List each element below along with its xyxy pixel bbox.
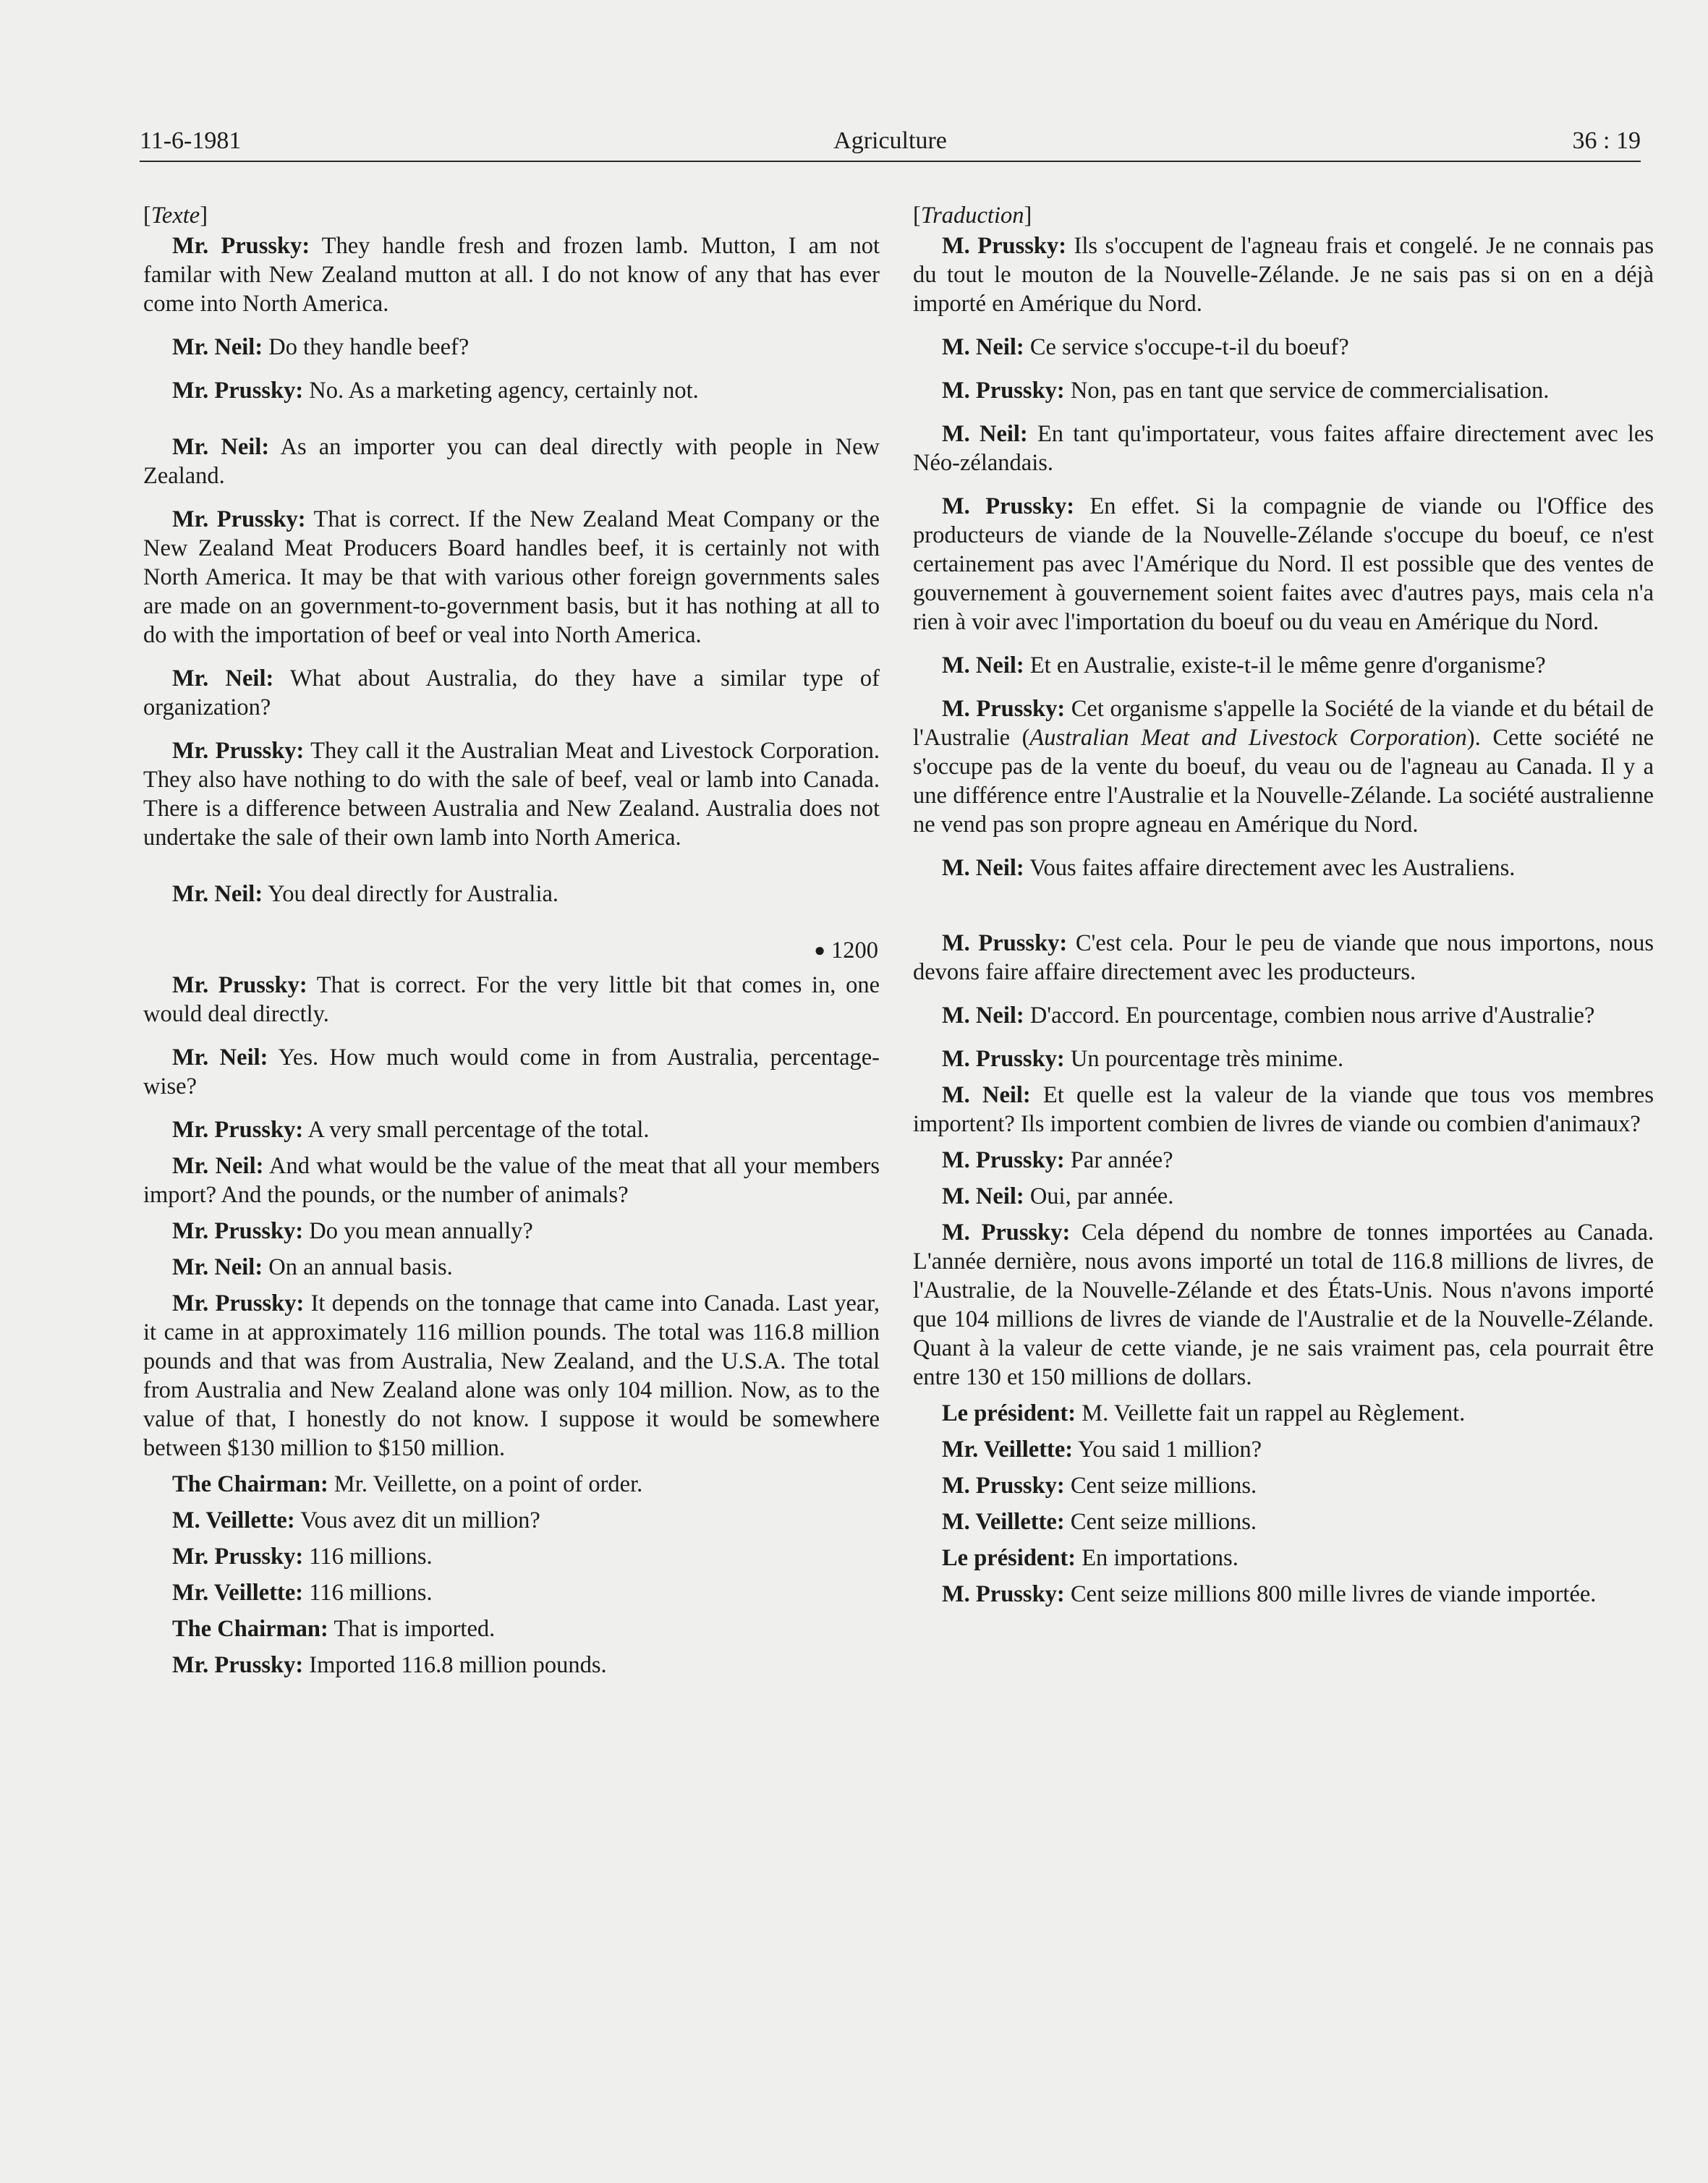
transcript-paragraph (143, 664, 880, 722)
speech-text: En importations. (1076, 1545, 1238, 1571)
speaker-name: Mr. Prussky: (172, 1544, 304, 1570)
speech-text: They call it the Australian Meat and Livestock Corporation. They also have nothing to do with the sale of beef, veal or lamb into Canada. There is a difference between Australia and New Zealand. Australia does not undertake the sale of their own lamb into North America. (143, 738, 880, 851)
speech-text: ). Cette société ne s'occupe pas de la vente du boeuf, du veau ou de l'agneau au Canada. Il y a une différence entre l'Australie et la Nouvelle-Zélande. La société australienne ne vend pas son propre agneau en Amérique du Nord. (913, 725, 1654, 838)
speaker-name: Mr. Veillette: (942, 1437, 1074, 1463)
transcript-paragraph (913, 1001, 1654, 1030)
speech-text: Par année? (1064, 1147, 1173, 1173)
speech-text: Vous avez dit un million? (294, 1507, 540, 1533)
speech-text: On an annual basis. (263, 1254, 453, 1280)
speaker-name: M. Veillette: (172, 1507, 295, 1533)
transcript-paragraph (913, 1580, 1654, 1609)
transcript-paragraph (143, 505, 880, 650)
speaker-name: M. Neil: (942, 1183, 1024, 1209)
speaker-name: Mr. Neil: (172, 1044, 268, 1071)
speaker-name: Mr. Neil: (172, 334, 263, 360)
speaker-name: Mr. Prussky: (172, 1290, 305, 1316)
speech-text: Cent seize millions. (1064, 1509, 1257, 1535)
transcript-paragraph (143, 1542, 880, 1571)
speech-text: Et en Australie, existe-t-il le même genre d'organisme? (1024, 652, 1546, 678)
speaker-name: M. Neil: (942, 652, 1024, 678)
column-label: [Traduction] (913, 203, 1032, 229)
speaker-name: Mr. Prussky: (172, 972, 307, 998)
transcript-paragraph (143, 1614, 880, 1643)
speaker-name: M. Prussky: (942, 1473, 1065, 1499)
left-column (143, 201, 880, 1687)
speaker-name: Le président: (942, 1400, 1076, 1426)
speaker-name: Mr. Prussky: (172, 1117, 304, 1143)
speech-text: They handle fresh and frozen lamb. Mutton, I am not familar with New Zealand mutton at all. I do not know of any that has ever come into North America. (143, 233, 880, 317)
speech-text: Imported 116.8 million pounds. (303, 1652, 607, 1678)
transcript-paragraph (143, 1506, 880, 1535)
speech-text: Mr. Veillette, on a point of order. (328, 1471, 643, 1497)
speech-text: C'est cela. Pour le peu de viande que nous importons, nous devons faire affaire directement avec les producteurs. (913, 930, 1654, 985)
speaker-name: M. Neil: (942, 1003, 1024, 1029)
speaker-name: Mr. Prussky: (172, 506, 306, 532)
speaker-name: M. Prussky: (942, 1581, 1065, 1607)
header-section-title: Agriculture (833, 127, 947, 154)
transcript-paragraph (143, 1217, 880, 1246)
speaker-name: Mr. Prussky: (172, 378, 304, 404)
speech-text: You deal directly for Australia. (263, 881, 559, 907)
speech-text: No. As a marketing agency, certainly not. (303, 378, 699, 404)
transcript-paragraph (143, 231, 880, 318)
transcript-paragraph (913, 651, 1654, 680)
speaker-name: Mr. Prussky: (172, 738, 305, 764)
speech-text: Un pourcentage très minime. (1064, 1046, 1344, 1072)
speech-text: D'accord. En pourcentage, combien nous arrive d'Australie? (1024, 1003, 1595, 1029)
transcript-paragraph (143, 736, 880, 852)
speaker-name: M. Prussky: (942, 233, 1067, 259)
speaker-name: M. Prussky: (942, 1046, 1065, 1072)
bullet-icon: ● (814, 940, 825, 961)
speech-text: A very small percentage of the total. (303, 1117, 650, 1143)
speaker-name: M. Neil: (942, 855, 1024, 881)
transcript-paragraph (143, 1043, 880, 1101)
transcript-paragraph (913, 1146, 1654, 1175)
transcript-paragraph (913, 1471, 1654, 1500)
speech-text: Vous faites affaire directement avec les Australiens. (1024, 855, 1516, 881)
speaker-name: Mr. Prussky: (172, 1218, 304, 1244)
speaker-name: M. Neil: (942, 334, 1024, 360)
transcript-paragraph (143, 1470, 880, 1499)
speech-text: It depends on the tonnage that came into Canada. Last year, it came in at approximately 116 million pounds. The total was 116.8 million pounds and that was from Australia, New Zealand, and the U.S.A. The total from Australia and New Zealand alone was only 104 million. Now, as to the value of that, I honestly do not know. I suppose it would be somewhere between $130 million to $150 million. (143, 1290, 880, 1461)
speech-text: Yes. How much would come in from Australia, percentage-wise? (143, 1044, 880, 1099)
speech-text: En effet. Si la compagnie de viande ou l'Office des producteurs de viande de la Nouvelle-Zélande s'occupe du boeuf, ce n'est certainement pas avec l'Amérique du Nord. Il est possible que des ventes de gouvernement à gouvernement soient faites avec d'autres pays, mais cela n'a rien à voir avec l'importation du boeuf ou du veau en Amérique du Nord. (913, 493, 1654, 635)
transcript-paragraph (143, 1651, 880, 1680)
speaker-name: The Chairman: (172, 1616, 328, 1642)
speech-text: 116 millions. (303, 1580, 433, 1606)
transcript-paragraph (143, 1152, 880, 1209)
transcript-paragraph (913, 1507, 1654, 1536)
speech-text: That is correct. For the very little bit that comes in, one would deal directly. (143, 972, 880, 1027)
transcript-paragraph (143, 880, 880, 908)
transcript-paragraph (913, 1399, 1654, 1428)
transcript-paragraph (143, 1289, 880, 1463)
header-rule (140, 161, 1641, 162)
speech-text: Non, pas en tant que service de commercialisation. (1064, 378, 1550, 404)
speech-text: That is imported. (328, 1616, 496, 1642)
speech-text: Ce service s'occupe-t-il du boeuf? (1024, 334, 1349, 360)
speaker-name: M. Prussky: (942, 493, 1075, 519)
speech-text: Ils s'occupent de l'agneau frais et congelé. Je ne connais pas du tout le mouton de la Nouvelle-Zélande. Je ne sais pas si on en a déjà importé en Amérique du Nord. (913, 233, 1654, 317)
speaker-name: Mr. Neil: (172, 1254, 263, 1280)
transcript-paragraph (913, 333, 1654, 362)
speaker-name: M. Prussky: (942, 1147, 1065, 1173)
speech-text: That is correct. If the New Zealand Meat Company or the New Zealand Meat Producers Board handles beef, it is certainly not with North America. It may be that with various other foreign governments sales are made on an government-to-government basis, but it has nothing at all to do with the importation of beef or veal into North America. (143, 506, 880, 648)
speech-text: As an importer you can deal directly with people in New Zealand. (143, 434, 880, 489)
transcript-paragraph (143, 1253, 880, 1282)
transcript-paragraph (913, 420, 1654, 477)
speaker-name: Mr. Neil: (172, 665, 274, 692)
transcript-paragraph (913, 854, 1654, 882)
speech-text: Cet organisme s'appelle la Société de la viande et du bétail de l'Australie ( (913, 696, 1654, 751)
transcript-paragraph (913, 1044, 1654, 1073)
transcript-paragraph (913, 694, 1654, 839)
transcript-paragraph (913, 1182, 1654, 1211)
speaker-name: Mr. Neil: (172, 1153, 264, 1179)
speaker-name: Mr. Veillette: (172, 1580, 304, 1606)
speaker-name: M. Prussky: (942, 696, 1066, 722)
speaker-name: Mr. Prussky: (172, 233, 310, 259)
transcript-paragraph (143, 1115, 880, 1144)
header-page-number: 36 : 19 (1572, 127, 1641, 154)
transcript-paragraph (913, 376, 1654, 405)
speaker-name: M. Veillette: (942, 1509, 1065, 1535)
transcript-paragraph (913, 929, 1654, 987)
speaker-name: M. Prussky: (942, 1220, 1071, 1246)
transcript-paragraph (913, 231, 1654, 318)
speech-text: Cent seize millions. (1064, 1473, 1257, 1499)
transcript-paragraph (143, 333, 880, 362)
speech-text: Do they handle beef? (263, 334, 470, 360)
speaker-name: Mr. Neil: (172, 434, 270, 460)
speaker-name: M. Prussky: (942, 378, 1065, 404)
transcript-paragraph (913, 1218, 1654, 1392)
speech-text: 116 millions. (303, 1544, 433, 1570)
speech-text: En tant qu'importateur, vous faites affaire directement avec les Néo-zélandais. (913, 421, 1654, 476)
transcript-paragraph (143, 376, 880, 405)
speech-text: M. Veillette fait un rappel au Règlement. (1076, 1400, 1466, 1426)
speech-text: Et quelle est la valeur de la viande que tous vos membres importent? Ils importent combien de livres de viande ou combien d'animaux? (913, 1082, 1654, 1137)
transcript-paragraph (143, 971, 880, 1029)
transcript-paragraph (143, 1578, 880, 1607)
speaker-name: The Chairman: (172, 1471, 328, 1497)
time-marker: ● 1200 (814, 937, 878, 963)
right-column (913, 201, 1654, 1616)
speech-text: What about Australia, do they have a similar type of organization? (143, 665, 880, 720)
speaker-name: M. Prussky: (942, 930, 1068, 956)
speaker-name: M. Neil: (942, 421, 1028, 447)
speaker-name: Mr. Prussky: (172, 1652, 304, 1678)
speech-text: Cent seize millions 800 mille livres de viande importée. (1064, 1581, 1597, 1607)
speaker-name: Le président: (942, 1545, 1076, 1571)
transcript-paragraph (913, 492, 1654, 637)
speaker-name: Mr. Neil: (172, 881, 263, 907)
header-date: 11-6-1981 (140, 127, 242, 154)
transcript-paragraph (913, 1435, 1654, 1464)
speech-text: Cela dépend du nombre de tonnes importées au Canada. L'année dernière, nous avons importé un total de 116.8 millions de livres, de l'Australie, de la Nouvelle-Zélande et des États-Unis. Nous n'avons importé que 104 millions de livres de viande de l'Australie et de la Nouvelle-Zélande. Quant à la valeur de cette viande, je ne sais vraiment pas, cela pourrait être entre 130 et 150 millions de dollars. (913, 1220, 1654, 1390)
transcript-paragraph (913, 1081, 1654, 1139)
speech-text: Do you mean annually? (303, 1218, 533, 1244)
speech-text: Oui, par année. (1024, 1183, 1174, 1209)
column-label: [Texte] (143, 203, 208, 229)
speaker-name: M. Neil: (942, 1082, 1031, 1108)
transcript-paragraph (913, 1544, 1654, 1573)
organization-name: Australian Meat and Livestock Corporation (1029, 725, 1467, 751)
speech-text: And what would be the value of the meat that all your members import? And the pounds, or the number of animals? (143, 1153, 880, 1208)
page-header (140, 127, 1641, 163)
speech-text: You said 1 million? (1073, 1437, 1262, 1463)
transcript-paragraph (143, 433, 880, 490)
